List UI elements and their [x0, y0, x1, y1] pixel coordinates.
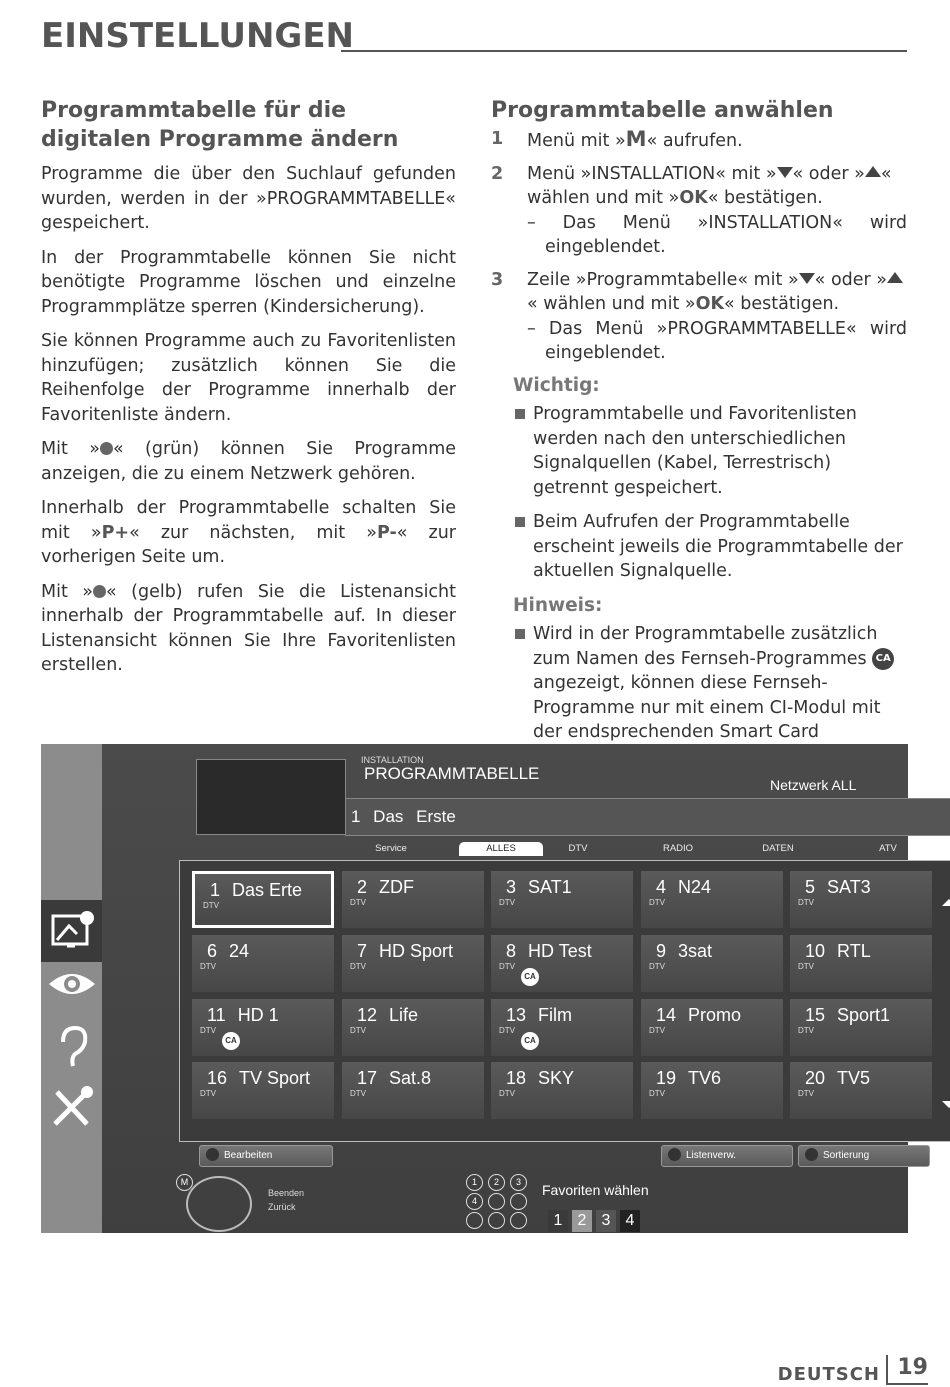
channel-name: 1 Das Erte	[210, 880, 303, 900]
channel-type: DTV	[499, 962, 515, 971]
scroll-down-icon[interactable]	[942, 1101, 950, 1108]
key-label: P+	[101, 522, 130, 543]
back-label: Zurück	[268, 1202, 296, 1212]
channel-cell[interactable]	[192, 871, 334, 928]
channel-cell[interactable]	[342, 999, 484, 1056]
channel-name: 15 Sport1	[805, 1005, 891, 1025]
eye-icon[interactable]	[47, 964, 97, 1014]
channel-type: DTV	[649, 1026, 665, 1035]
tab-service[interactable]: Service	[375, 843, 407, 854]
num-key-icon: 1	[466, 1174, 483, 1191]
tab-radio[interactable]: RADIO	[662, 843, 694, 854]
ca-icon: CA	[222, 1032, 240, 1050]
channel-type: DTV	[350, 898, 366, 907]
num-key-icon	[488, 1212, 505, 1229]
step-result: – Das Menü »INSTALLATION« wird eingeblendet.	[527, 212, 907, 257]
yellow-button-icon	[668, 1148, 681, 1161]
tab-atv[interactable]: ATV	[879, 843, 897, 854]
num-key-icon	[510, 1212, 527, 1229]
arrow-down-icon	[799, 273, 815, 284]
step-2: 2 Menü »INSTALLATION« mit » « oder » « wählen und mit »OK« bestätigen. – Das Menü »INSTALLATION« wird eingeblendet.	[491, 162, 907, 260]
list-manage-button[interactable]: Listenverw.	[661, 1145, 793, 1167]
yellow-button-icon	[93, 585, 106, 598]
tab-dtv[interactable]: DTV	[568, 843, 588, 854]
channel-type: DTV	[798, 1026, 814, 1035]
edit-button[interactable]: Bearbeiten	[199, 1145, 333, 1167]
channel-type: DTV	[350, 962, 366, 971]
tv-screenshot	[41, 744, 908, 1233]
num-key-icon: 2	[488, 1174, 505, 1191]
num-key-icon: 3	[510, 1174, 527, 1191]
important-heading: Wichtig:	[513, 374, 600, 396]
blue-button-icon	[805, 1148, 818, 1161]
channel-cell[interactable]	[192, 999, 334, 1056]
key-label: OK	[679, 188, 708, 208]
menu-breadcrumb: INSTALLATION	[361, 755, 424, 765]
channel-name: 12 Life	[357, 1005, 419, 1025]
header-rule	[341, 50, 907, 52]
key-label: M	[625, 127, 647, 151]
channel-name: 5 SAT3	[805, 877, 871, 897]
channel-cell[interactable]	[192, 1062, 334, 1119]
num-key-icon: 4	[466, 1193, 483, 1210]
channel-name: 14 Promo	[656, 1005, 742, 1025]
left-column	[41, 96, 456, 688]
channel-cell[interactable]	[641, 935, 783, 992]
channel-cell[interactable]	[790, 935, 932, 992]
page-header	[41, 14, 907, 54]
tv-menu-sidebar	[41, 744, 102, 1233]
installation-icon[interactable]	[41, 900, 102, 962]
exit-label: Beenden	[268, 1188, 305, 1198]
page-title: EINSTELLUNGEN	[41, 16, 355, 56]
channel-type: DTV	[200, 1026, 216, 1035]
num-key-icon	[466, 1212, 483, 1229]
ca-icon: CA	[872, 648, 894, 670]
channel-name: 17 Sat.8	[357, 1068, 432, 1088]
num-key-icon	[488, 1193, 505, 1210]
ear-icon[interactable]	[47, 1024, 97, 1074]
channel-type: DTV	[200, 962, 216, 971]
channel-name: 10 RTL	[805, 941, 871, 961]
bullet-item: Programmtabelle und Favoritenlisten werden nach den unterschiedlichen Signalquellen (Kabel, Terrestrisch) getrennt gespeichert.	[491, 402, 907, 500]
ca-icon: CA	[521, 968, 539, 986]
tools-icon[interactable]	[47, 1084, 97, 1134]
step-3: 3 Zeile »Programmtabelle« mit » « oder »« wählen und mit »OK« bestätigen. – Das Menü »PROGRAMMTABELLE« wird eingeblendet.	[491, 268, 907, 366]
sort-button[interactable]: Sortierung	[798, 1145, 930, 1167]
bullet-item: Wird in der Programmtabelle zusätzlich zum Namen des Fernseh-Programmes CA angezeigt, können diese Fernseh-Programme nur mit einem CI-Modul mit der endsprechenden Smart Card	[491, 622, 907, 769]
green-button-icon	[100, 442, 113, 455]
bullet-item: Beim Aufrufen der Programmtabelle erscheint jeweils die Programmtabelle der aktuellen Signalquelle.	[491, 510, 907, 584]
ca-icon: CA	[521, 1032, 539, 1050]
right-column	[491, 96, 907, 779]
channel-type: DTV	[499, 1026, 515, 1035]
page-number: 19	[897, 1355, 928, 1380]
channel-cell[interactable]	[641, 999, 783, 1056]
bullet-icon	[515, 409, 525, 419]
tv-main-area	[102, 744, 908, 1233]
channel-name: 6 24	[207, 941, 250, 961]
red-button-icon	[206, 1148, 219, 1161]
nav-ring-icon	[186, 1176, 252, 1232]
channel-type: DTV	[649, 898, 665, 907]
num-key-icon	[510, 1193, 527, 1210]
language-label: DEUTSCH	[777, 1364, 880, 1385]
channel-name: 11 HD 1	[207, 1005, 279, 1025]
arrow-up-icon	[865, 166, 881, 177]
channel-cell[interactable]	[790, 871, 932, 928]
key-label: P-	[376, 522, 397, 543]
remote-nav-hint	[170, 1174, 305, 1232]
step-1: 1 Menü mit »M« aufrufen.	[491, 127, 743, 151]
paragraph: Innerhalb der Programmtabelle schalten Sie mit »P+« zur nächsten, mit »P-« zur vorherigen Seite um.	[41, 498, 457, 567]
filter-tabs	[348, 842, 950, 856]
current-channel-bar: 1 Das Erste	[345, 798, 950, 836]
paragraph: Mit » « (gelb) rufen Sie die Listenansicht innerhalb der Programmtabelle auf. In dieser Listenansicht können Sie Ihre Favoritenlisten erstellen.	[41, 581, 457, 675]
channel-type: DTV	[798, 898, 814, 907]
right-heading: Programmtabelle anwählen	[491, 98, 834, 123]
left-heading: Programmtabelle für die digitalen Programme ändern	[41, 98, 399, 152]
arrow-up-icon	[887, 272, 903, 283]
channel-type: DTV	[649, 1089, 665, 1098]
paragraph: Mit » « (grün) können Sie Programme anzeigen, die zu einem Netzwerk gehören.	[41, 439, 457, 484]
video-preview	[196, 759, 346, 835]
channel-name: 20 TV5	[805, 1068, 871, 1088]
channel-type: DTV	[350, 1026, 366, 1035]
channel-name: 2 ZDF	[357, 877, 415, 897]
channel-type: DTV	[798, 962, 814, 971]
arrow-down-icon	[777, 167, 793, 178]
favorites-label: Favoriten wählen	[542, 1182, 649, 1198]
channel-cell[interactable]	[342, 871, 484, 928]
channel-cell[interactable]	[491, 935, 633, 992]
channel-type: DTV	[350, 1089, 366, 1098]
favorite-3[interactable]: 3	[596, 1210, 616, 1232]
paragraph: In der Programmtabelle können Sie nicht benötigte Programme löschen und einzelne Programmplätze sperren (Kindersicherung).	[41, 247, 456, 317]
favorite-2[interactable]: 2	[572, 1210, 592, 1232]
channel-cell[interactable]	[491, 1062, 633, 1119]
channel-grid	[179, 860, 950, 1142]
channel-type: DTV	[203, 901, 219, 910]
channel-type: DTV	[499, 898, 515, 907]
channel-cell[interactable]	[342, 1062, 484, 1119]
menu-title: PROGRAMMTABELLE	[364, 764, 540, 783]
note-heading: Hinweis:	[513, 594, 603, 616]
channel-name: 4 N24	[656, 877, 712, 897]
channel-name: 9 3sat	[656, 941, 713, 961]
channel-cell[interactable]	[641, 871, 783, 928]
tab-daten[interactable]: DATEN	[762, 843, 794, 854]
channel-cell[interactable]	[342, 935, 484, 992]
footer-underline	[888, 1383, 928, 1385]
channel-name: 16 TV Sport	[207, 1068, 311, 1088]
channel-type: DTV	[200, 1089, 216, 1098]
channel-name: 19 TV6	[656, 1068, 722, 1088]
bullet-icon	[515, 517, 525, 527]
paragraph: Programme die über den Suchlauf gefunden wurden, werden in der »PROGRAMMTABELLE« gespeichert.	[41, 164, 456, 233]
channel-type: DTV	[499, 1089, 515, 1098]
paragraph: Sie können Programme auch zu Favoritenlisten hinzufügen; zusätzlich können Sie die Reihenfolge der Programme innerhalb der Favoritenliste ändern.	[41, 331, 456, 425]
channel-cell[interactable]	[192, 935, 334, 992]
channel-name: 8 HD Test	[506, 941, 592, 961]
scroll-up-icon[interactable]	[942, 899, 950, 906]
channel-cell[interactable]	[491, 999, 633, 1056]
channel-type: DTV	[649, 962, 665, 971]
channel-cell[interactable]	[491, 871, 633, 928]
menu-key-icon: M	[176, 1174, 193, 1191]
channel-name: 7 HD Sport	[357, 941, 454, 961]
channel-cell[interactable]	[641, 1062, 783, 1119]
step-result: – Das Menü »PROGRAMMTABELLE« wird eingeblendet.	[527, 318, 907, 363]
channel-name: 18 SKY	[506, 1068, 575, 1088]
network-label: Netzwerk ALL	[770, 777, 857, 793]
favorite-1[interactable]: 1	[548, 1210, 568, 1232]
channel-name: 13 Film	[506, 1005, 573, 1025]
channel-name: 3 SAT1	[506, 877, 572, 897]
footer-rule	[886, 1355, 888, 1385]
key-label: OK	[695, 294, 725, 314]
bullet-icon	[515, 629, 525, 639]
channel-type: DTV	[798, 1089, 814, 1098]
channel-cell[interactable]	[790, 999, 932, 1056]
tab-alles[interactable]: ALLES	[459, 842, 543, 856]
favorite-4[interactable]: 4	[620, 1210, 640, 1232]
channel-cell[interactable]	[790, 1062, 932, 1119]
